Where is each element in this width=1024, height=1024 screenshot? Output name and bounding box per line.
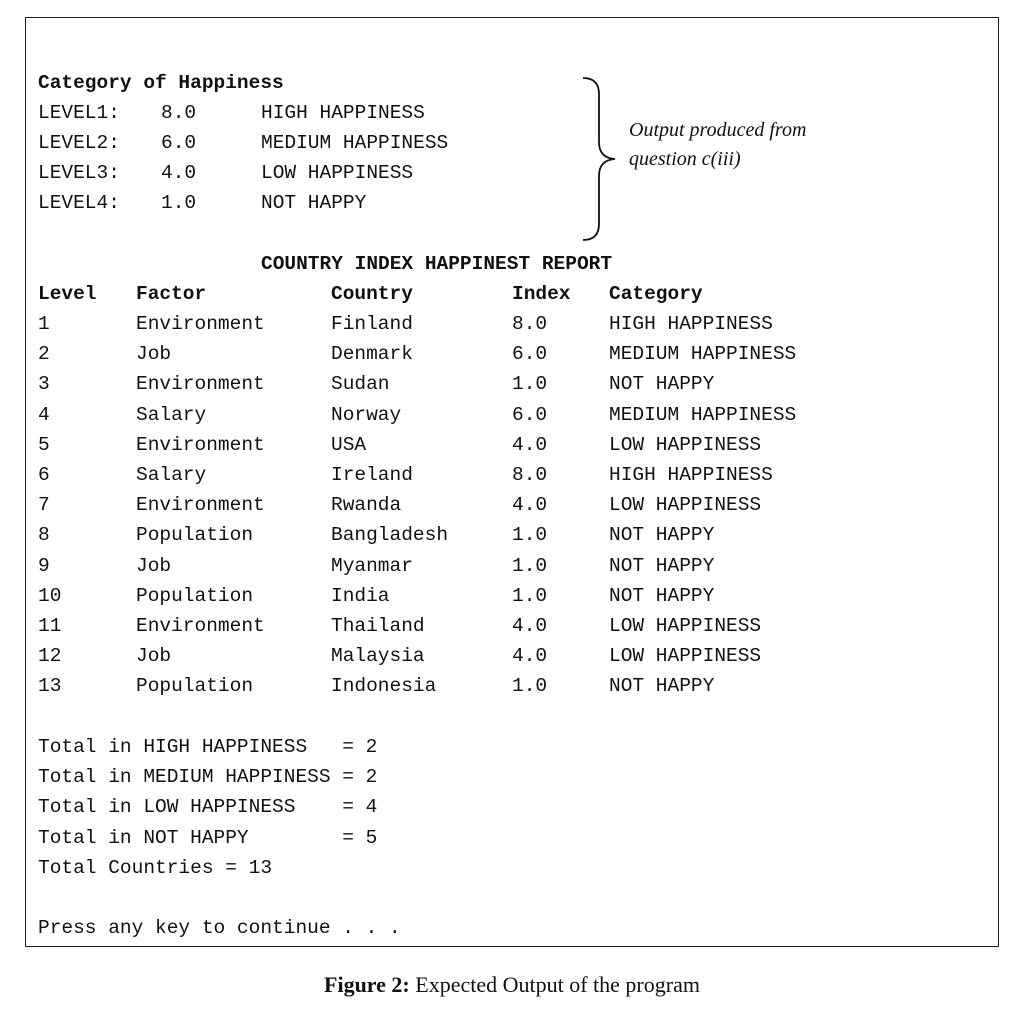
level-value: 8.0 [161,102,197,124]
cell-category: NOT HAPPY [609,584,715,607]
cell-level: 10 [38,584,62,607]
table-row [26,490,1000,520]
cell-index: 4.0 [512,433,548,456]
level-label: LEVEL3: [38,162,120,184]
cell-country: Malaysia [331,645,425,668]
cell-category: NOT HAPPY [609,524,715,547]
cell-country: Ireland [331,464,413,486]
annotation-note [629,116,889,174]
total-line: Total in MEDIUM HAPPINESS = 2 [38,766,378,789]
level-label: LEVEL2: [38,132,120,154]
figure-caption [0,972,1024,998]
cell-index: 4.0 [512,615,548,637]
cell-category: NOT HAPPY [609,554,715,577]
category-level-row [26,188,1000,218]
cell-country: Finland [331,313,413,335]
cell-factor: Environment [136,615,265,637]
header-category: Category [609,283,703,305]
cell-factor: Job [136,554,172,577]
header-factor: Factor [136,283,207,305]
header-level: Level [38,283,97,305]
cell-index: 1.0 [512,584,548,607]
cell-country: USA [331,433,367,456]
cell-level: 8 [38,524,50,547]
table-header [26,279,1000,309]
level-name: MEDIUM HAPPINESS [261,132,449,154]
cell-factor: Population [136,524,254,547]
table-row [26,460,1000,490]
cell-country: India [331,584,390,607]
cell-level: 6 [38,464,50,486]
cell-category: LOW HAPPINESS [609,494,762,517]
cell-level: 9 [38,554,50,577]
report-title: COUNTRY INDEX HAPPINEST REPORT [261,253,613,275]
console-output-frame [25,17,999,947]
annotation-line-2: question c(iii) [629,148,741,170]
cell-category: MEDIUM HAPPINESS [609,343,797,366]
table-row [26,339,1000,369]
header-index: Index [512,283,571,305]
total-line: Total in NOT HAPPY = 5 [38,826,378,849]
cell-level: 5 [38,433,50,456]
continue-prompt: Press any key to continue . . . [38,917,401,939]
cell-level: 11 [38,615,62,637]
level-value: 4.0 [161,162,197,184]
cell-level: 12 [38,645,62,668]
cell-category: HIGH HAPPINESS [609,313,773,335]
cell-factor: Salary [136,464,207,486]
cell-index: 4.0 [512,494,548,517]
cell-factor: Environment [136,373,265,396]
table-row [26,520,1000,550]
cell-country: Indonesia [331,675,437,698]
caption-text: Expected Output of the program [409,972,700,997]
cell-country: Thailand [331,615,425,637]
cell-factor: Job [136,343,172,366]
table-row [26,611,1000,641]
level-value: 1.0 [161,192,197,214]
cell-factor: Salary [136,403,207,426]
cell-country: Rwanda [331,494,402,517]
total-line: Total Countries = 13 [38,856,273,879]
cell-level: 3 [38,373,50,396]
cell-index: 6.0 [512,343,548,366]
cell-index: 1.0 [512,675,548,698]
table-row [26,581,1000,611]
cell-country: Bangladesh [331,524,449,547]
cell-country: Myanmar [331,554,413,577]
table-row [26,671,1000,701]
cell-index: 8.0 [512,464,548,486]
level-name: LOW HAPPINESS [261,162,414,184]
total-line: Total in LOW HAPPINESS = 4 [38,796,378,819]
cell-category: NOT HAPPY [609,373,715,396]
table-row [26,430,1000,460]
cell-factor: Environment [136,494,265,517]
cell-factor: Population [136,675,254,698]
cell-factor: Environment [136,433,265,456]
cell-factor: Job [136,645,172,668]
level-label: LEVEL1: [38,102,120,124]
curly-brace-icon [581,76,621,242]
level-label: LEVEL4: [38,192,120,214]
table-row [26,400,1000,430]
cell-category: LOW HAPPINESS [609,433,762,456]
table-row [26,641,1000,671]
cell-category: HIGH HAPPINESS [609,464,773,486]
cell-country: Norway [331,403,402,426]
annotation-line-1: Output produced from [629,119,807,141]
cell-index: 1.0 [512,524,548,547]
table-row [26,309,1000,339]
header-country: Country [331,283,413,305]
cell-level: 2 [38,343,50,366]
cell-category: LOW HAPPINESS [609,615,762,637]
total-line: Total in HIGH HAPPINESS = 2 [38,736,378,758]
cell-factor: Population [136,584,254,607]
cell-category: NOT HAPPY [609,675,715,698]
cell-index: 6.0 [512,403,548,426]
table-row [26,551,1000,581]
table-row [26,369,1000,399]
level-value: 6.0 [161,132,197,154]
cell-category: MEDIUM HAPPINESS [609,403,797,426]
cell-level: 1 [38,313,50,335]
cell-index: 1.0 [512,554,548,577]
cell-index: 1.0 [512,373,548,396]
category-title: Category of Happiness [38,72,284,94]
cell-index: 8.0 [512,313,548,335]
cell-category: LOW HAPPINESS [609,645,762,668]
cell-level: 7 [38,494,50,517]
level-name: HIGH HAPPINESS [261,102,425,124]
cell-index: 4.0 [512,645,548,668]
level-name: NOT HAPPY [261,192,367,214]
caption-label: Figure 2: [324,972,410,997]
cell-level: 13 [38,675,62,698]
cell-factor: Environment [136,313,265,335]
cell-country: Denmark [331,343,413,366]
cell-country: Sudan [331,373,390,396]
cell-level: 4 [38,403,50,426]
